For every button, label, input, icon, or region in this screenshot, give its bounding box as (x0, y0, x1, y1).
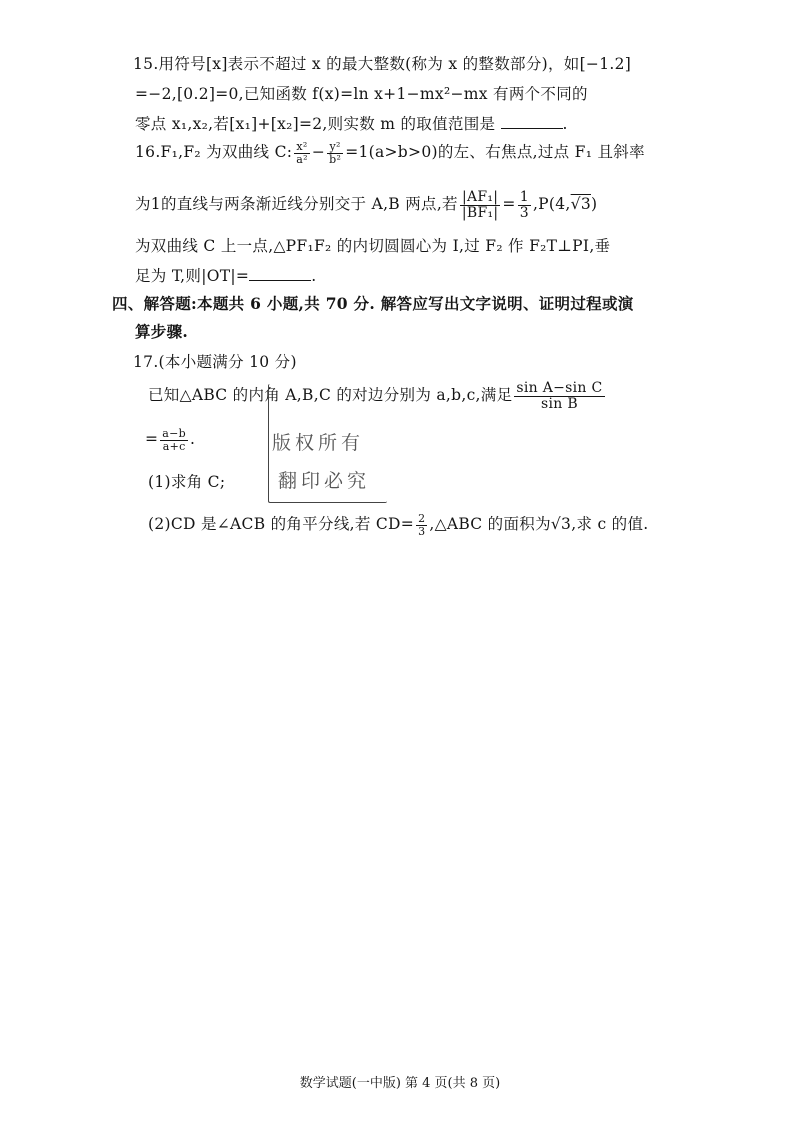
q17-p2-pre: (2)CD 是∠ACB 的角平分线,若 CD= (148, 515, 415, 533)
frac-den: |BF₁| (461, 204, 499, 221)
q16-l4-pre: 足为 T,则|OT|= (135, 267, 250, 285)
q16-l2-eq: = (502, 195, 516, 214)
frac-den: 3 (519, 204, 529, 221)
side-ratio-fraction (160, 428, 188, 452)
q16-l1-minus: − (311, 143, 326, 161)
q15-line-3 (135, 112, 568, 134)
q15-line-1: 15.用符号[x]表示不超过 x 的最大整数(称为 x 的整数部分)，如[−1.2] (133, 55, 632, 73)
q15-line-3-text: 零点 x₁,x₂,若[x₁]+[x₂]=2,则实数 m 的取值范围是 (135, 115, 496, 133)
q16-l2-post-a: ,P(4, (532, 195, 571, 214)
hyperbola-x-fraction (294, 141, 310, 165)
sine-ratio-fraction (514, 381, 604, 411)
copyright-stamp-line-1: 版权所有 (272, 432, 365, 454)
q17-l1-pre: 已知△ABC 的内角 A,B,C 的对边分别为 a,b,c,满足 (148, 386, 513, 405)
frac-num: |AF₁| (460, 190, 501, 206)
frac-num: 2 (418, 511, 426, 525)
q17-p2-post: ,△ABC 的面积为√3,求 c 的值. (429, 515, 649, 533)
frac-den: sin B (540, 395, 578, 412)
frac-num: y² (327, 141, 343, 154)
page-footer: 数学试题(一中版) 第 4 页(共 8 页) (299, 1076, 501, 1091)
q17-part-2 (148, 512, 649, 537)
answer-blank-16[interactable] (249, 266, 311, 281)
q16-line-3: 为双曲线 C 上一点,△PF₁F₂ 的内切圆圆心为 I,过 F₂ 作 F₂T⊥PI,垂 (135, 237, 611, 255)
q17-l2-end: . (190, 430, 196, 449)
q16-line-2 (135, 190, 597, 220)
q16-line-4 (135, 264, 316, 286)
frac-num: x² (294, 141, 310, 154)
frac-num: sin A−sin C (516, 380, 603, 396)
frac-den: a² (296, 152, 308, 166)
q17-l2-pre: = (145, 430, 159, 449)
q16-l1-post: =1(a>b>0)的左、右焦点,过点 F₁ 且斜率 (345, 143, 645, 161)
frac-num: a−b (162, 427, 187, 440)
q16-l4-end: . (311, 267, 317, 285)
q17-part-1: (1)求角 C; (148, 473, 226, 491)
frac-den: a+c (162, 439, 186, 453)
sqrt-three: √3 (570, 195, 591, 214)
frac-den: 3 (418, 524, 426, 538)
q16-l2-pre: 为1的直线与两条渐近线分别交于 A,B 两点,若 (135, 195, 458, 214)
q15-line-3-end: . (562, 115, 568, 133)
af-bf-ratio-fraction (460, 190, 501, 220)
q16-l2-post-b: ) (590, 195, 598, 214)
section-4-heading-line-1: 四、解答题:本题共 6 小题,共 70 分. 解答应写出文字说明、证明过程或演 (112, 294, 634, 313)
frac-num: 1 (519, 189, 529, 205)
answer-blank-15[interactable] (501, 114, 563, 129)
q16-line-1 (135, 140, 645, 165)
one-third-fraction (518, 190, 531, 220)
q16-l1-pre: 16.F₁,F₂ 为双曲线 C: (135, 143, 293, 161)
hyperbola-y-fraction (327, 141, 343, 165)
section-4-heading-line-2: 算步骤. (135, 322, 189, 341)
two-thirds-fraction (416, 513, 427, 537)
frac-den: b² (329, 152, 342, 166)
q17-line-2 (145, 428, 195, 452)
q15-line-2: =−2,[0.2]=0,已知函数 f(x)=ln x+1−mx²−mx 有两个不同的 (135, 85, 588, 103)
copyright-stamp-line-2: 翻印必究 (278, 470, 371, 492)
q17-header: 17.(本小题满分 10 分) (133, 353, 297, 371)
